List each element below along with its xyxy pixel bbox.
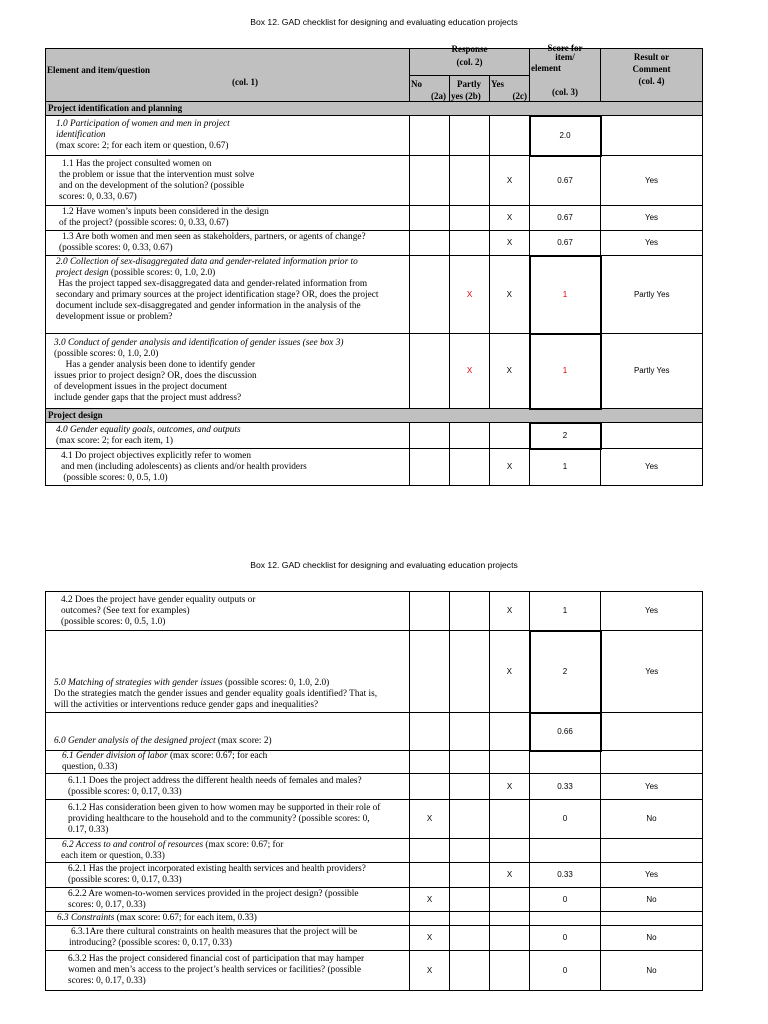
partly-yes-response-cell xyxy=(450,423,490,449)
element-title: 2.0 Collection of sex-disaggregated data and gender-related information prior to project design xyxy=(56,257,358,278)
section-header: Project design xyxy=(46,409,703,423)
checklist-row xyxy=(46,231,703,256)
result-cell xyxy=(601,800,703,839)
column-label: No xyxy=(411,79,422,89)
score-cell xyxy=(530,863,601,888)
element-title: 5.0 Matching of strategies with gender issues xyxy=(54,678,223,688)
column-label: item/ xyxy=(555,52,575,62)
result-comment: Yes xyxy=(645,666,659,676)
partly-yes-response-cell xyxy=(450,631,490,713)
question-text xyxy=(59,207,409,229)
checklist-row xyxy=(46,926,703,951)
question-detail: (possible scores: 0, 1.0, 2.0) Has a gender analysis been done to identify gender issues prior to project design? OR, does the discussion of development issues in the project document include gender gaps that the project must address? xyxy=(54,349,257,403)
result-cell xyxy=(601,231,703,256)
partly-yes-response-cell xyxy=(450,449,490,486)
result-comment: No xyxy=(646,894,657,904)
no-response-cell xyxy=(410,926,450,951)
score-cell xyxy=(530,751,601,774)
yes-response-cell xyxy=(490,116,530,156)
question-text xyxy=(68,954,409,987)
checklist-row xyxy=(46,863,703,888)
result-cell xyxy=(601,713,703,751)
no-response-cell xyxy=(410,839,450,863)
result-cell xyxy=(601,256,703,334)
score-value: 1 xyxy=(562,462,568,472)
score-value: 0 xyxy=(562,933,568,942)
question-text xyxy=(68,864,409,886)
yes-response-cell xyxy=(490,334,530,409)
column-label: Result or xyxy=(633,52,670,62)
question-detail: 6.1.2 Has consideration been given to how women may be supported in their role of providing healthcare to the household and to the community? (possible scores: 0, 0.17, 0.33) xyxy=(68,802,381,835)
checklist-row xyxy=(46,839,703,863)
result-comment: Yes xyxy=(644,781,659,791)
response-mark: X xyxy=(466,289,473,299)
column-header-yes xyxy=(490,76,530,102)
no-response-cell xyxy=(410,951,450,991)
result-cell xyxy=(601,334,703,409)
question-cell xyxy=(46,800,410,839)
question-cell xyxy=(46,334,410,409)
question-text xyxy=(56,257,409,323)
result-cell xyxy=(601,926,703,951)
question-text xyxy=(54,736,409,747)
response-mark: X xyxy=(506,238,513,247)
partly-yes-response-cell xyxy=(450,839,490,863)
no-response-cell xyxy=(410,774,450,800)
question-text xyxy=(69,927,409,949)
question-text xyxy=(61,840,409,862)
score-cell xyxy=(530,231,601,256)
result-cell xyxy=(601,631,703,713)
score-cell xyxy=(530,256,601,334)
partly-yes-response-cell xyxy=(450,800,490,839)
question-detail: 6.1.1 Does the project address the different health needs of females and males? (possible scores: 0, 0.17, 0.33) xyxy=(68,775,362,797)
column-number: yes (2b) xyxy=(451,91,481,101)
yes-response-cell xyxy=(490,951,530,991)
checklist-row xyxy=(46,156,703,206)
question-text xyxy=(59,232,409,254)
question-detail: 1.3 Are both women and men seen as stakeholders, partners, or agents of change? (possible scores: 0, 0.33, 0.67) xyxy=(59,232,366,253)
column-number: (col. 3) xyxy=(552,87,579,97)
partly-yes-response-cell xyxy=(450,912,490,926)
score-cell xyxy=(530,423,601,449)
question-detail: 4.1 Do project objectives explicitly refer to women and men (including adolescents) as clients and/or health providers (possible scores: 0, 0.5, 1.0) xyxy=(61,450,307,483)
result-cell xyxy=(601,888,703,912)
question-detail: (max score: 0.67; for each item or question, 0.33) xyxy=(61,839,284,861)
partly-yes-response-cell xyxy=(450,751,490,774)
checklist-row xyxy=(46,631,703,713)
section-row xyxy=(46,102,703,116)
response-mark: X xyxy=(506,366,512,375)
yes-response-cell xyxy=(490,800,530,839)
result-comment: Partly Yes xyxy=(633,366,670,375)
page-title: Box 12. GAD checklist for designing and evaluating education projects xyxy=(250,17,518,27)
question-cell xyxy=(46,926,410,951)
checklist-row xyxy=(46,116,703,156)
table-body xyxy=(46,102,703,486)
question-detail: 1.2 Have women’s inputs been considered in the design of the project? (possible scores: 0, 0.33, 0.67) xyxy=(59,207,269,228)
column-label: Response xyxy=(451,44,488,54)
result-comment: Yes xyxy=(644,870,659,879)
score-value: 1 xyxy=(562,289,568,299)
yes-response-cell xyxy=(490,592,530,631)
yes-response-cell xyxy=(490,774,530,800)
no-response-cell xyxy=(410,800,450,839)
yes-response-cell xyxy=(490,863,530,888)
question-cell xyxy=(46,156,410,206)
question-cell xyxy=(46,713,410,751)
score-cell xyxy=(530,592,601,631)
yes-response-cell xyxy=(490,423,530,449)
question-cell xyxy=(46,888,410,912)
no-response-cell xyxy=(410,116,450,156)
checklist-row xyxy=(46,888,703,912)
element-title: 3.0 Conduct of gender analysis and identification of gender issues (see box 3) xyxy=(54,338,344,348)
checklist-row xyxy=(46,592,703,631)
result-comment: Yes xyxy=(644,238,659,247)
no-response-cell xyxy=(410,449,450,486)
partly-yes-response-cell xyxy=(450,951,490,991)
column-label: Score for xyxy=(547,43,583,53)
response-mark: X xyxy=(426,894,433,904)
response-mark: X xyxy=(506,289,512,299)
score-cell xyxy=(530,951,601,991)
no-response-cell xyxy=(410,334,450,409)
section-header: Project identification and planning xyxy=(46,102,703,116)
result-cell xyxy=(601,863,703,888)
question-detail: 6.2.2 Are women-to-women services provided in the project design? (possible scores: 0, 0.17, 0.33) xyxy=(68,888,359,910)
response-mark: X xyxy=(506,213,513,222)
score-cell xyxy=(530,839,601,863)
question-detail: (possible scores: 0, 1.0, 2.0) Do the strategies match the gender issues and gender equality goals identified? That is, will the activities or interventions reduce gender gaps and inequalities? xyxy=(54,678,378,710)
yes-response-cell xyxy=(490,926,530,951)
question-text xyxy=(54,338,409,404)
question-cell xyxy=(46,839,410,863)
no-response-cell xyxy=(410,592,450,631)
question-detail: (max score: 2; for each item or question, 0.67) xyxy=(56,141,229,151)
column-label: Yes xyxy=(491,79,504,89)
question-cell xyxy=(46,751,410,774)
no-response-cell xyxy=(410,751,450,774)
score-value: 0.67 xyxy=(557,175,573,185)
checklist-row xyxy=(46,751,703,774)
question-cell xyxy=(46,774,410,800)
section-row xyxy=(46,409,703,423)
response-mark: X xyxy=(506,462,513,471)
result-cell xyxy=(601,839,703,863)
checklist-row xyxy=(46,951,703,991)
partly-yes-response-cell xyxy=(450,888,490,912)
result-cell xyxy=(601,951,703,991)
score-cell xyxy=(530,334,601,409)
no-response-cell xyxy=(410,631,450,713)
response-mark: X xyxy=(466,366,473,375)
partly-yes-response-cell xyxy=(450,863,490,888)
column-number: (2c) xyxy=(512,91,528,101)
partly-yes-response-cell xyxy=(450,592,490,631)
partly-yes-response-cell xyxy=(450,116,490,156)
score-value: 0.66 xyxy=(557,726,573,736)
score-value: 2 xyxy=(562,430,568,440)
page-title: Box 12. GAD checklist for designing and evaluating education projects xyxy=(250,560,518,570)
no-response-cell xyxy=(410,231,450,256)
question-detail: 4.2 Does the project have gender equality outputs or outcomes? (See text for examples) (possible scores: 0, 0.5, 1.0) xyxy=(61,594,256,627)
column-header-score xyxy=(530,43,601,102)
question-cell xyxy=(46,423,410,449)
question-detail: (max score: 0.67; for each question, 0.33) xyxy=(62,751,268,772)
score-cell xyxy=(530,774,601,800)
score-cell xyxy=(530,449,601,486)
column-label: element xyxy=(531,63,561,73)
result-cell xyxy=(601,449,703,486)
column-number: (2a) xyxy=(431,91,446,101)
gad-checklist-table-continued xyxy=(45,591,703,991)
partly-yes-response-cell xyxy=(450,231,490,256)
element-title: 6.2 Access to and control of resources xyxy=(62,839,204,850)
question-detail: 1.1 Has the project consulted women on the problem or issue that the intervention must solve and on the development of the solution? (possible scores: 0, 0.33, 0.67) xyxy=(59,158,255,202)
score-value: 0.67 xyxy=(557,237,573,247)
checklist-row xyxy=(46,256,703,334)
partly-yes-response-cell xyxy=(450,156,490,206)
column-label: Element and item/question xyxy=(47,65,151,75)
no-response-cell xyxy=(410,888,450,912)
score-value: 0 xyxy=(562,814,568,823)
question-text xyxy=(61,595,409,628)
question-text xyxy=(56,119,409,152)
result-cell xyxy=(601,206,703,231)
checklist-row xyxy=(46,423,703,449)
gad-checklist-table xyxy=(45,43,703,486)
element-title: 1.0 Participation of women and men in project identification xyxy=(56,119,230,140)
checklist-row xyxy=(46,912,703,926)
question-detail: 6.3.2 Has the project considered financial cost of participation that may hamper women and men’s access to the project’s health services or facilities? (possible scores: 0, 0.17, 0.33) xyxy=(68,954,365,986)
column-header-result xyxy=(601,49,703,102)
element-title: 6.0 Gender analysis of the designed project xyxy=(54,736,216,746)
score-cell xyxy=(530,156,601,206)
yes-response-cell xyxy=(490,751,530,774)
no-response-cell xyxy=(410,912,450,926)
score-value: 0.67 xyxy=(557,213,573,222)
question-cell xyxy=(46,256,410,334)
question-detail: (max score: 2) xyxy=(215,736,272,746)
no-response-cell xyxy=(410,863,450,888)
element-title: 6.3 Constraints xyxy=(57,913,115,923)
yes-response-cell xyxy=(490,206,530,231)
response-mark: X xyxy=(506,666,512,676)
header-row xyxy=(46,49,703,76)
score-cell xyxy=(530,631,601,713)
question-text xyxy=(59,159,409,203)
response-mark: X xyxy=(506,606,513,615)
score-cell xyxy=(530,926,601,951)
score-cell xyxy=(530,800,601,839)
result-comment: No xyxy=(646,965,657,975)
result-comment: Yes xyxy=(644,213,659,222)
column-header-no xyxy=(410,76,450,102)
column-number: (col. 1) xyxy=(232,77,258,87)
score-value: 0 xyxy=(562,965,568,975)
result-cell xyxy=(601,774,703,800)
partly-yes-response-cell xyxy=(450,256,490,334)
yes-response-cell xyxy=(490,888,530,912)
question-detail: (possible scores: 0, 1.0, 2.0) Has the project tapped sex-disaggregated data and gender-related information from secondary and primary sources at the project identification stage? OR, does the project document include sex-disaggregated and gender information in the analysis of the development issue or problem? xyxy=(56,268,379,322)
column-header-element xyxy=(46,49,410,102)
yes-response-cell xyxy=(490,156,530,206)
score-value: 0.33 xyxy=(557,781,573,791)
no-response-cell xyxy=(410,256,450,334)
question-detail: (max score: 0.67; for each item, 0.33) xyxy=(114,913,257,923)
partly-yes-response-cell xyxy=(450,206,490,231)
result-comment: Yes xyxy=(644,462,659,471)
partly-yes-response-cell xyxy=(450,334,490,409)
question-text xyxy=(57,913,409,924)
no-response-cell xyxy=(410,156,450,206)
table-header xyxy=(46,43,703,102)
score-cell xyxy=(530,888,601,912)
partly-yes-response-cell xyxy=(450,774,490,800)
result-comment: No xyxy=(646,814,657,823)
question-text xyxy=(68,803,409,836)
yes-response-cell xyxy=(490,256,530,334)
response-mark: X xyxy=(506,870,513,879)
checklist-row xyxy=(46,206,703,231)
question-text xyxy=(62,751,409,773)
partly-yes-response-cell xyxy=(450,713,490,751)
column-header-partly-yes xyxy=(450,76,490,102)
score-value: 1 xyxy=(562,366,568,375)
question-detail: 6.2.1 Has the project incorporated existing health services and health providers? (possible scores: 0, 0.17, 0.33) xyxy=(68,864,366,885)
checklist-row xyxy=(46,713,703,751)
result-cell xyxy=(601,912,703,926)
yes-response-cell xyxy=(490,839,530,863)
question-cell xyxy=(46,951,410,991)
response-mark: X xyxy=(426,965,433,975)
partly-yes-response-cell xyxy=(450,926,490,951)
checklist-row xyxy=(46,800,703,839)
no-response-cell xyxy=(410,423,450,449)
score-value: 2.0 xyxy=(559,130,571,140)
yes-response-cell xyxy=(490,449,530,486)
element-title: 4.0 Gender equality goals, outcomes, and outputs xyxy=(56,424,241,435)
question-cell xyxy=(46,592,410,631)
column-label: Partly xyxy=(457,79,481,89)
score-value: 2 xyxy=(562,666,568,676)
column-header-response xyxy=(410,44,530,76)
question-cell xyxy=(46,116,410,156)
no-response-cell xyxy=(410,713,450,751)
score-value: 1 xyxy=(562,605,568,615)
response-mark: X xyxy=(426,933,433,942)
result-cell xyxy=(601,116,703,156)
column-number: (col. 2) xyxy=(456,57,483,67)
element-title: 6.1 Gender division of labor xyxy=(62,751,168,761)
question-detail: (max score: 2; for each item, 1) xyxy=(56,435,173,446)
score-cell xyxy=(530,713,601,751)
score-cell xyxy=(530,912,601,926)
question-cell xyxy=(46,912,410,926)
question-text xyxy=(54,678,409,711)
yes-response-cell xyxy=(490,231,530,256)
response-mark: X xyxy=(426,814,433,823)
yes-response-cell xyxy=(490,713,530,751)
result-cell xyxy=(601,592,703,631)
column-number: (col. 4) xyxy=(638,76,665,86)
question-text xyxy=(61,451,409,484)
question-text xyxy=(56,425,409,447)
score-value: 0 xyxy=(562,894,568,904)
result-comment: Partly Yes xyxy=(633,289,670,299)
question-cell xyxy=(46,231,410,256)
result-cell xyxy=(601,751,703,774)
checklist-row xyxy=(46,774,703,800)
checklist-row xyxy=(46,449,703,486)
question-cell xyxy=(46,631,410,713)
score-cell xyxy=(530,206,601,231)
question-cell xyxy=(46,863,410,888)
no-response-cell xyxy=(410,206,450,231)
result-cell xyxy=(601,156,703,206)
question-text xyxy=(68,889,409,911)
result-cell xyxy=(601,423,703,449)
score-cell xyxy=(530,116,601,156)
question-text xyxy=(68,776,409,798)
table-body xyxy=(46,592,703,991)
result-comment: Yes xyxy=(644,175,659,185)
response-mark: X xyxy=(506,781,513,791)
result-comment: Yes xyxy=(644,606,659,615)
checklist-row xyxy=(46,334,703,409)
column-label: Comment xyxy=(632,64,671,74)
question-cell xyxy=(46,206,410,231)
response-mark: X xyxy=(506,175,513,185)
yes-response-cell xyxy=(490,912,530,926)
question-detail: 6.3.1Are there cultural constraints on health measures that the project will be introducing? (possible scores: 0, 0.17, 0.33) xyxy=(69,927,358,948)
question-cell xyxy=(46,449,410,486)
result-comment: No xyxy=(646,933,657,942)
score-value: 0.33 xyxy=(557,870,573,879)
yes-response-cell xyxy=(490,631,530,713)
